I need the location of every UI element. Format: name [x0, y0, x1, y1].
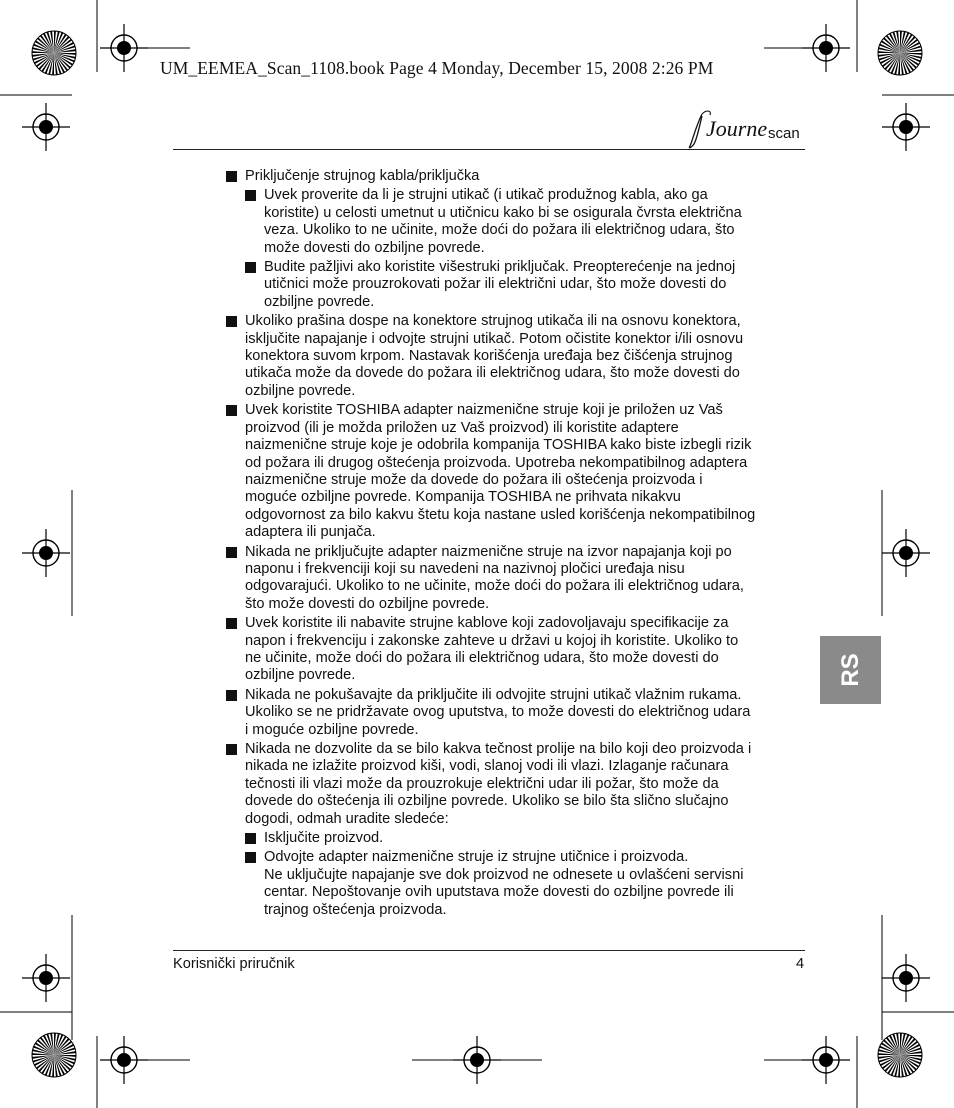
text-line: Uvek koristite TOSHIBA adapter naizmenične struje koji je priložen uz Vaš [245, 402, 723, 419]
starburst-mark [32, 1033, 76, 1077]
list-item [226, 741, 806, 919]
text-line: utičnici može prouzrokovati požar ili električni udar, što može dovesti do [264, 276, 727, 293]
text-line: ozbiljne povrede. [245, 382, 356, 399]
starburst-mark [32, 31, 76, 75]
list-item [226, 313, 806, 400]
square-bullet-icon [226, 618, 237, 629]
text-line: Isključite proizvod. [264, 830, 384, 847]
text-line: naizmenične struje koje je odobrila kompanija TOSHIBA kako biste izbegli rizik [245, 437, 752, 454]
square-bullet-icon [245, 852, 256, 863]
square-bullet-icon [226, 744, 237, 755]
text-line: naponu i frekvenciji koji su navedeni na nazivnoj pločici uređaja nisu [245, 560, 685, 577]
text-line: konektora suvom krpom. Nastavak korišćenja uređaja bez čišćenja strujnog [245, 348, 733, 365]
print-header: UM_EEMEA_Scan_1108.book Page 4 Monday, December 15, 2008 2:26 PM [160, 58, 714, 78]
text-line: dovede do oštećenja ili ozbiljne povrede. Ukoliko se bilo šta slično slučajno [245, 793, 729, 810]
page-number: 4 [796, 956, 805, 972]
square-bullet-icon [226, 171, 237, 182]
text-line: Ukoliko prašina dospe na konektore strujnog utikača ili na osnovu konektora, [245, 313, 741, 330]
square-bullet-icon [226, 316, 237, 327]
text-line: što može dovesti do ozbiljne povrede. [245, 595, 490, 612]
registration-mark [22, 954, 70, 1002]
text-line: od požara ili drugog oštećenja proizvoda. Upotreba nekompatibilnog adaptera [245, 454, 748, 471]
square-bullet-icon [245, 190, 256, 201]
starburst-mark [878, 31, 922, 75]
registration-mark [22, 103, 70, 151]
text-line: nikada ne izlažite proizvod kiši, vodi, slanoj vodi ili vlazi. Izlaganje računara [245, 758, 729, 775]
text-line: Nikada ne dozvolite da se bilo kakva tečnost prolije na bilo koji deo proizvoda i [245, 741, 752, 757]
registration-mark [882, 529, 930, 577]
text-line: odgovarajući. Ukoliko to ne učinite, može doći do požara ili električnog udara, [245, 578, 744, 595]
text-line: adaptera ili punjača. [245, 524, 376, 541]
text-line: Ukoliko se ne pridržavate ovog uputstva, to može dovesti do električnog udara [245, 704, 751, 721]
text-line: može dovesti do ozbiljne povrede. [264, 239, 485, 256]
text-line: Nikada ne priključujte adapter naizmenične struje na izvor napajanja koji po [245, 543, 732, 560]
text-line: naizmenične struje može da dovede do požara ili oštećenja proizvoda i [245, 471, 703, 488]
text-line: napon i frekvenciju i zakonske zahteve u državi u kojoj ih koristite. Ukoliko to [245, 632, 739, 649]
text-line: ozbiljne povrede. [245, 667, 356, 684]
starburst-mark [878, 1033, 922, 1077]
square-bullet-icon [226, 405, 237, 416]
square-bullet-icon [226, 547, 237, 558]
registration-mark [882, 103, 930, 151]
footer-rule [173, 950, 805, 951]
square-bullet-icon [226, 690, 237, 701]
sub-list-item [245, 187, 806, 257]
text-line: i moguće ozbiljne povrede. [245, 721, 419, 738]
text-line: tečnosti ili vlazi može da prouzrokuje električni udar ili požar, što može da [245, 775, 719, 792]
text-line: Ne uključujte napajanje sve dok proizvod ne odnesete u ovlašćeni servisni [264, 866, 744, 883]
list-item [226, 402, 806, 541]
list-item [226, 615, 806, 685]
text-line: trajnog oštećenja proizvoda. [264, 901, 447, 918]
sub-list [245, 187, 806, 311]
text-line: ne učinite, može doći do požara ili električnog udara, što može dovesti do [245, 649, 719, 666]
text-line: Odvojte adapter naizmenične struje iz strujne utičnice i proizvoda. [264, 849, 689, 866]
text-line: odgovornost za bilo kakvu štetu koja nastane usled korišćenja nekompatibilnog [245, 506, 756, 523]
text-line: utikača može da dovede do požara ili električnog udara, što može dovesti do [245, 365, 740, 382]
text-line: Uvek proverite da li je strujni utikač (i utikač produžnog kabla, ako ga [264, 187, 708, 204]
square-bullet-icon [245, 262, 256, 273]
list-item [226, 544, 806, 614]
sub-list [245, 830, 806, 919]
header-rule [173, 149, 805, 150]
text-line: Uvek koristite ili nabavite strujne kablove koji zadovoljavaju specifikacije za [245, 615, 729, 632]
text-line: koristite) u celosti umetnut u utičnicu kako bi se osigurala čvrsta električna [264, 204, 742, 221]
text-line: moguće ozbiljne povrede. Kompanija TOSHIBA ne prihvata nikakvu [245, 489, 681, 506]
text-line: proizvod (ili je možda priložen uz Vaš proizvod) ili koristite adaptere [245, 419, 679, 436]
sub-list-item [245, 259, 806, 311]
text-line: centar. Nepoštovanje ovih uputstava može dovesti do ozbiljne povrede ili [264, 884, 734, 901]
text-line: Nikada ne pokušavajte da priključite ili odvojite strujni utikač vlažnim rukama. [245, 686, 742, 703]
text-line: veza. Ukoliko to ne učinite, može doći do požara ili električnog udara, što [264, 222, 735, 239]
sub-list-item [245, 849, 806, 919]
text-line: Priključenje strujnog kabla/priključka [245, 168, 480, 184]
text-line: dogodi, odmah uradite sledeće: [245, 810, 449, 827]
text-line: isključite napajanje i odvojte strujni utikač. Potom očistite konektor i/ili osnovu [245, 330, 744, 347]
text-line: ozbiljne povrede. [264, 293, 375, 310]
language-tab-label: RS [836, 653, 864, 687]
square-bullet-icon [245, 833, 256, 844]
footer-title: Korisnički priručnik [173, 956, 295, 972]
registration-mark [882, 954, 930, 1002]
logo-word: scan [768, 125, 800, 142]
sub-list-item [245, 830, 806, 847]
logo-script: Journe [706, 116, 768, 141]
text-line: Budite pažljivi ako koristite višestruki priključak. Preopterećenje na jednoj [264, 259, 736, 276]
list-item [226, 168, 806, 311]
list-item [226, 687, 806, 739]
registration-mark [22, 529, 70, 577]
document-body [226, 168, 806, 921]
language-tab [820, 636, 881, 704]
